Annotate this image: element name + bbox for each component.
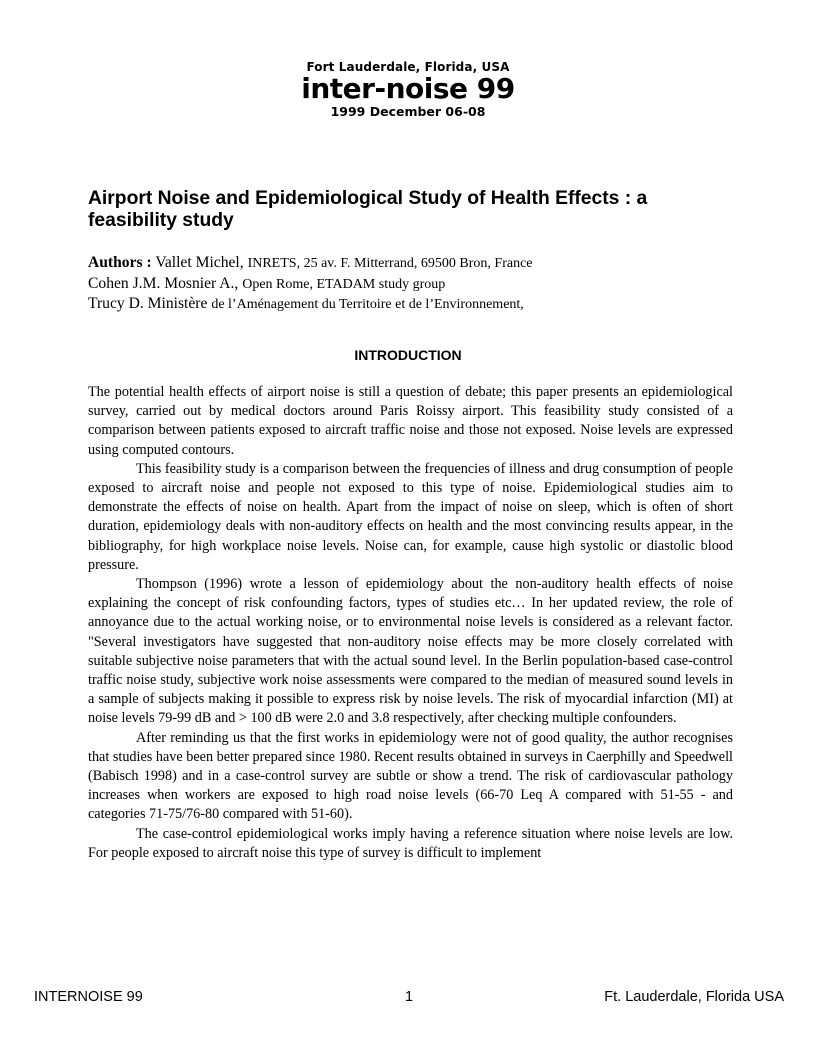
authors-label: Authors :	[88, 254, 152, 271]
author-affiliation-1: INRETS, 25 av. F. Mitterrand, 69500 Bron, France	[247, 256, 533, 271]
introduction-body	[88, 383, 733, 863]
author-name-2: Cohen J.M. Mosnier A.,	[88, 274, 239, 292]
paragraph: Thompson (1996) wrote a lesson of epidemiology about the non-auditory health effects of noise explaining the concept of risk confounding factors, types of studies etc… In her updated review, the role of annoyance due to the actual working noise, or to environmental noise levels is considered as a relevant factor. "Several investigators have suggested that non-auditory noise effects may be more closely correlated with suitable subjective noise parameters that with the actual sound level. In the Berlin population-based case-control traffic noise study, subjective work noise assessments were compared to the median of measured sound levels in a sample of subjects making it possible to express risk by noise levels. The risk of myocardial infarction (MI) at noise levels 79-99 dB and > 100 dB were 2.0 and 3.8 respectively, after checking multiple confounders.	[88, 576, 733, 727]
author-name-1: Vallet Michel,	[155, 254, 244, 271]
footer-location: Ft. Lauderdale, Florida USA	[604, 989, 784, 1005]
paragraph: After reminding us that the first works in epidemiology were not of good quality, the author recognises that studies have been better prepared since 1980. Recent results obtained in surveys in Caerphilly and Speedwell (Babisch 1998) and in a case-control survey are subtle or show a trend. The risk of cardiovascular pathology increases when workers are exposed to high road noise levels (66-70 Leq A compared with 51-55 - and categories 71-75/76-80 compared with 51-60).	[88, 729, 733, 823]
authors-block	[88, 253, 748, 315]
author-line-2	[88, 274, 748, 295]
conference-header	[0, 60, 816, 119]
section-heading-introduction: INTRODUCTION	[354, 347, 462, 363]
conference-location: Fort Lauderdale, Florida, USA	[306, 60, 510, 74]
footer-page-number: 1	[404, 989, 414, 1005]
conference-date: 1999 December 06-08	[330, 104, 486, 119]
author-line-1	[88, 253, 748, 274]
footer-conference: INTERNOISE 99	[34, 989, 143, 1005]
paragraph: This feasibility study is a comparison between the frequencies of illness and drug consumption of people exposed to aircraft noise and people not exposed to this type of noise. Epidemiological studies aim to demonstrate the effects of noise on health. Apart from the impact of noise on sleep, which is often of short duration, epidemiology deals with non-auditory effects on health and the most convincing results appear, in the bibliography, for high workplace noise levels. Noise can, for example, cause high systolic or diastolic blood pressure.	[88, 460, 733, 573]
paragraph: The potential health effects of airport noise is still a question of debate; this paper presents an epidemiological survey, carried out by medical doctors around Paris Roissy airport. This feasibility study consisted of a comparison between patients exposed to aircraft traffic noise and those not exposed. Noise levels are expressed using computed contours.	[88, 384, 733, 458]
author-line-3	[88, 294, 748, 315]
conference-logo: inter-noise 99	[301, 72, 515, 105]
paper-title: Airport Noise and Epidemiological Study of Health Effects : a feasibility study	[88, 188, 648, 231]
paragraph: The case-control epidemiological works imply having a reference situation where noise levels are low. For people exposed to aircraft noise this type of survey is difficult to implement	[88, 825, 733, 861]
author-name-3: Trucy D. Ministère	[88, 295, 208, 312]
author-affiliation-2: Open Rome, ETADAM study group	[242, 276, 446, 292]
author-affiliation-3: de l’Aménagement du Territoire et de l’Environnement,	[211, 297, 524, 312]
